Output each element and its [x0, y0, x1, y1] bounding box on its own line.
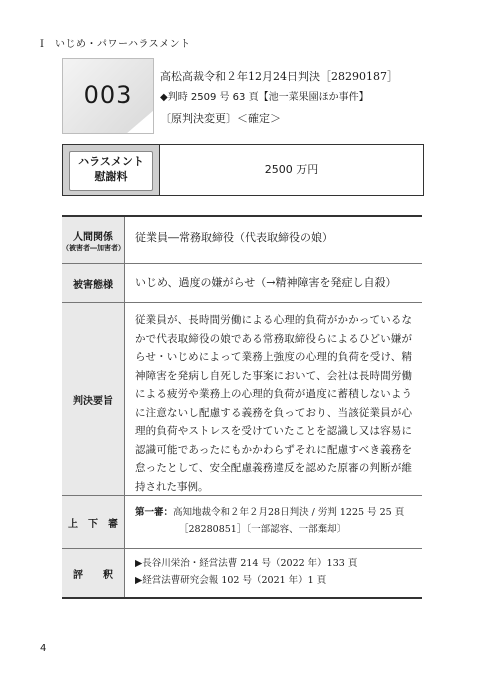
judgment-summary-label: 判決要旨 [62, 303, 125, 495]
judgment-summary-value: 従業員が、長時間労働による心理的負荷がかかっているなかで代表取締役の娘である常務取締役らによるひどい嫌がらせ・いじめによって業務上強度の心理的負荷を受け、精神障害を発病し自死した事案において、会社は長時間労働による疲労や業務上の心理的負荷が過度に蓄積しないように注意ないし配慮する義務を負っており、当該従業員が心理的負荷やストレスを受けていたことを認識し又は容易に認識可能であったにもかかわらずそれに配慮すべき義務を怠ったとして、安全配慮義務違反を認めた原審の判断が維持された事例。 [135, 314, 412, 493]
commentary-line2: ▶経営法曹研究会報 102 号（2021 年）1 頁 [135, 575, 327, 586]
first-instance-tag: 第一審： [135, 507, 174, 518]
damages-label-line1: ハラスメント [78, 155, 144, 168]
row-commentary [62, 548, 422, 597]
row-judgment-summary [62, 302, 422, 495]
case-court-date: 高松高裁令和２年12月24日判決［28290187］ [160, 70, 398, 83]
commentary-value [125, 549, 422, 597]
row-relationship [62, 217, 422, 263]
section-header: Ⅰ いじめ・パワーハラスメント [40, 39, 191, 50]
lower-court-value [125, 496, 422, 548]
row-lower-court [62, 495, 422, 548]
damages-amount: 2500 万円 [264, 163, 319, 176]
page-fold-decoration [126, 110, 154, 134]
case-number-box [62, 58, 154, 134]
commentary-label: 評 釈 [62, 549, 125, 597]
case-number: 003 [83, 81, 133, 109]
relationship-sublabel: （被害者―加害者） [62, 243, 125, 252]
harm-type-value: いじめ、過度の嫌がらせ（→精神障害を発症し自殺） [135, 276, 397, 289]
lower-court-label: 上 下 審 [62, 496, 125, 548]
case-result: 〔原判決変更〕＜確定＞ [160, 112, 281, 125]
row-label [62, 217, 125, 263]
damages-box [62, 144, 424, 196]
damages-label [69, 151, 153, 191]
harm-type-label: 被害態様 [62, 264, 125, 302]
relationship-value: 従業員―常務取締役（代表取締役の娘） [135, 231, 333, 244]
lower-court-line2: ［28280851］〔一部認容、一部棄却〕 [179, 524, 347, 535]
case-details-table [62, 215, 422, 599]
case-source: ◆判時 2509 号 63 頁【池一菜果園ほか事件】 [160, 92, 369, 103]
case-info [160, 66, 398, 129]
lower-court-line1 [135, 504, 412, 521]
relationship-label: 人間関係 [73, 231, 113, 243]
damages-label-cell [63, 145, 160, 195]
page-number: 4 [40, 643, 47, 654]
first-instance-text: 高知地裁令和２年２月28日判決 / 労判 1225 号 25 頁 [173, 507, 405, 518]
row-harm-type [62, 263, 422, 302]
commentary-line1: ▶長谷川栄治・経営法曹 214 号（2022 年）133 頁 [135, 558, 358, 569]
damages-label-line2: 慰謝料 [94, 170, 128, 183]
